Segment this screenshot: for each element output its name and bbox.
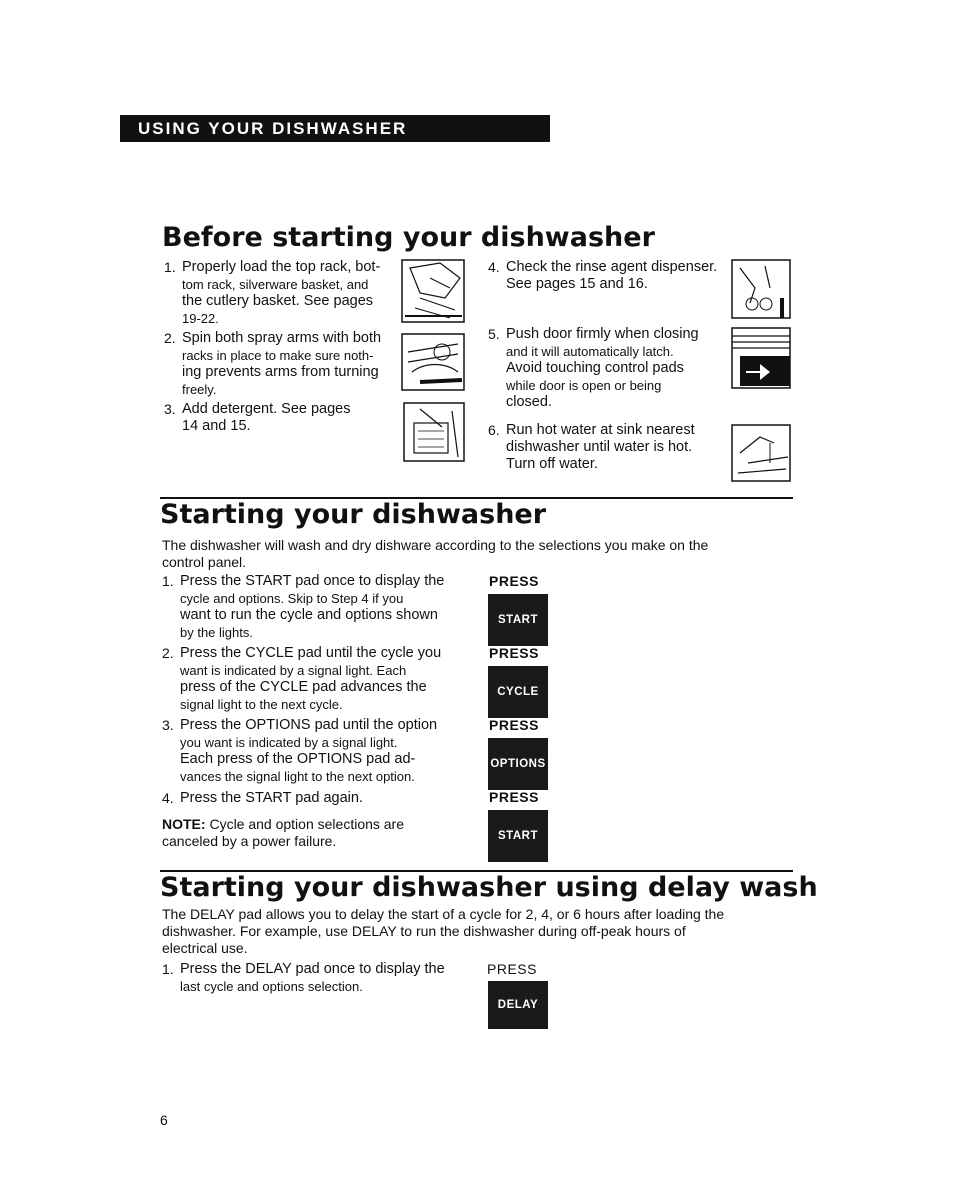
step-number: 3.	[162, 717, 174, 733]
step-line: Press the DELAY pad once to display the	[180, 961, 445, 977]
rinse-agent-illustration	[730, 258, 792, 320]
starting-step-3	[162, 717, 480, 785]
step-line: Spin both spray arms with both	[182, 330, 382, 346]
before-title: Before starting your dishwasher	[162, 222, 655, 253]
press-label: PRESS	[489, 645, 539, 661]
step-line: Each press of the OPTIONS pad ad-	[180, 751, 416, 767]
step-line: want is indicated by a signal light. Each	[180, 663, 407, 678]
press-label: PRESS	[489, 573, 539, 589]
starting-step-2	[162, 645, 480, 713]
press-label: PRESS	[489, 717, 539, 733]
intro-line: The dishwasher will wash and dry dishware according to the selections you make on the	[162, 537, 709, 553]
step-line: you want is indicated by a signal light.	[180, 735, 398, 750]
intro-line: The DELAY pad allows you to delay the start of a cycle for 2, 4, or 6 hours after loading the	[162, 906, 725, 922]
step-line: Run hot water at sink nearest	[506, 422, 695, 438]
step-line: freely.	[182, 382, 217, 397]
step-line: dishwasher until water is hot.	[506, 439, 693, 455]
delay-pad[interactable]: DELAY	[488, 981, 548, 1029]
step-number: 4.	[162, 790, 174, 806]
step-line: vances the signal light to the next option.	[180, 769, 415, 784]
step-line: Properly load the top rack, bot-	[182, 259, 381, 275]
delay-title: Starting your dishwasher using delay wash	[160, 872, 818, 903]
step-number: 2.	[164, 330, 176, 346]
press-label: PRESS	[489, 789, 539, 805]
step-line: Turn off water.	[506, 456, 598, 472]
step-line: 19-22.	[182, 311, 219, 326]
start-pad-again[interactable]: START	[488, 810, 548, 862]
section-header-label: USING YOUR DISHWASHER	[138, 119, 408, 138]
loaded-rack-illustration	[400, 258, 466, 324]
faucet-illustration	[730, 423, 792, 483]
delay-step-1	[162, 961, 480, 995]
step-line: while door is open or being	[506, 378, 662, 393]
starting-title: Starting your dishwasher	[160, 499, 547, 530]
step-line: Press the START pad again.	[180, 790, 363, 806]
before-step-3	[164, 401, 397, 435]
step-line: Check the rinse agent dispenser.	[506, 259, 718, 275]
step-number: 1.	[162, 961, 174, 977]
step-line: Avoid touching control pads	[506, 360, 684, 376]
cycle-pad[interactable]: CYCLE	[488, 666, 548, 718]
before-step-5	[488, 326, 726, 411]
step-line: signal light to the next cycle.	[180, 697, 343, 712]
step-number: 2.	[162, 645, 174, 661]
note-line: Cycle and option selections are	[205, 816, 405, 832]
starting-note	[162, 816, 462, 850]
step-number: 1.	[162, 573, 174, 589]
before-step-4	[488, 259, 726, 293]
section-header-bar	[120, 115, 550, 142]
starting-intro	[162, 537, 782, 571]
before-step-6	[488, 422, 726, 473]
page-number: 6	[160, 1112, 168, 1128]
options-pad[interactable]: OPTIONS	[488, 738, 548, 790]
step-line: Add detergent. See pages	[182, 401, 351, 417]
step-line: Press the START pad once to display the	[180, 573, 445, 589]
press-label: PRESS	[487, 961, 537, 977]
step-line: want to run the cycle and options shown	[180, 607, 438, 623]
intro-line: dishwasher. For example, use DELAY to run the dishwasher during off-peak hours of	[162, 923, 686, 939]
step-line: tom rack, silverware basket, and	[182, 277, 369, 292]
starting-step-4	[162, 790, 480, 807]
step-line: racks in place to make sure noth-	[182, 348, 374, 363]
step-number: 6.	[488, 422, 500, 438]
step-line: closed.	[506, 394, 552, 410]
step-number: 4.	[488, 259, 500, 275]
start-pad[interactable]: START	[488, 594, 548, 646]
detergent-illustration	[402, 401, 466, 463]
step-line: by the lights.	[180, 625, 253, 640]
step-line: 14 and 15.	[182, 418, 251, 434]
step-line: last cycle and options selection.	[180, 979, 363, 994]
step-line: Press the CYCLE pad until the cycle you	[180, 645, 442, 661]
starting-step-1	[162, 573, 480, 641]
step-number: 3.	[164, 401, 176, 417]
delay-intro	[162, 906, 802, 957]
step-line: and it will automatically latch.	[506, 344, 674, 359]
step-number: 5.	[488, 326, 500, 342]
intro-line: control panel.	[162, 554, 247, 570]
intro-line: electrical use.	[162, 940, 248, 956]
step-line: cycle and options. Skip to Step 4 if you	[180, 591, 404, 606]
step-number: 1.	[164, 259, 176, 275]
step-line: ing prevents arms from turning	[182, 364, 379, 380]
door-latch-illustration	[730, 326, 792, 390]
note-line: canceled by a power failure.	[162, 833, 337, 849]
note-label: NOTE:	[162, 816, 206, 832]
before-step-2	[164, 330, 397, 398]
step-line: Press the OPTIONS pad until the option	[180, 717, 438, 733]
spray-arm-illustration	[400, 332, 466, 392]
step-line: Push door firmly when closing	[506, 326, 699, 342]
before-step-1	[164, 259, 397, 327]
step-line: the cutlery basket. See pages	[182, 293, 374, 309]
step-line: press of the CYCLE pad advances the	[180, 679, 427, 695]
step-line: See pages 15 and 16.	[506, 276, 648, 292]
